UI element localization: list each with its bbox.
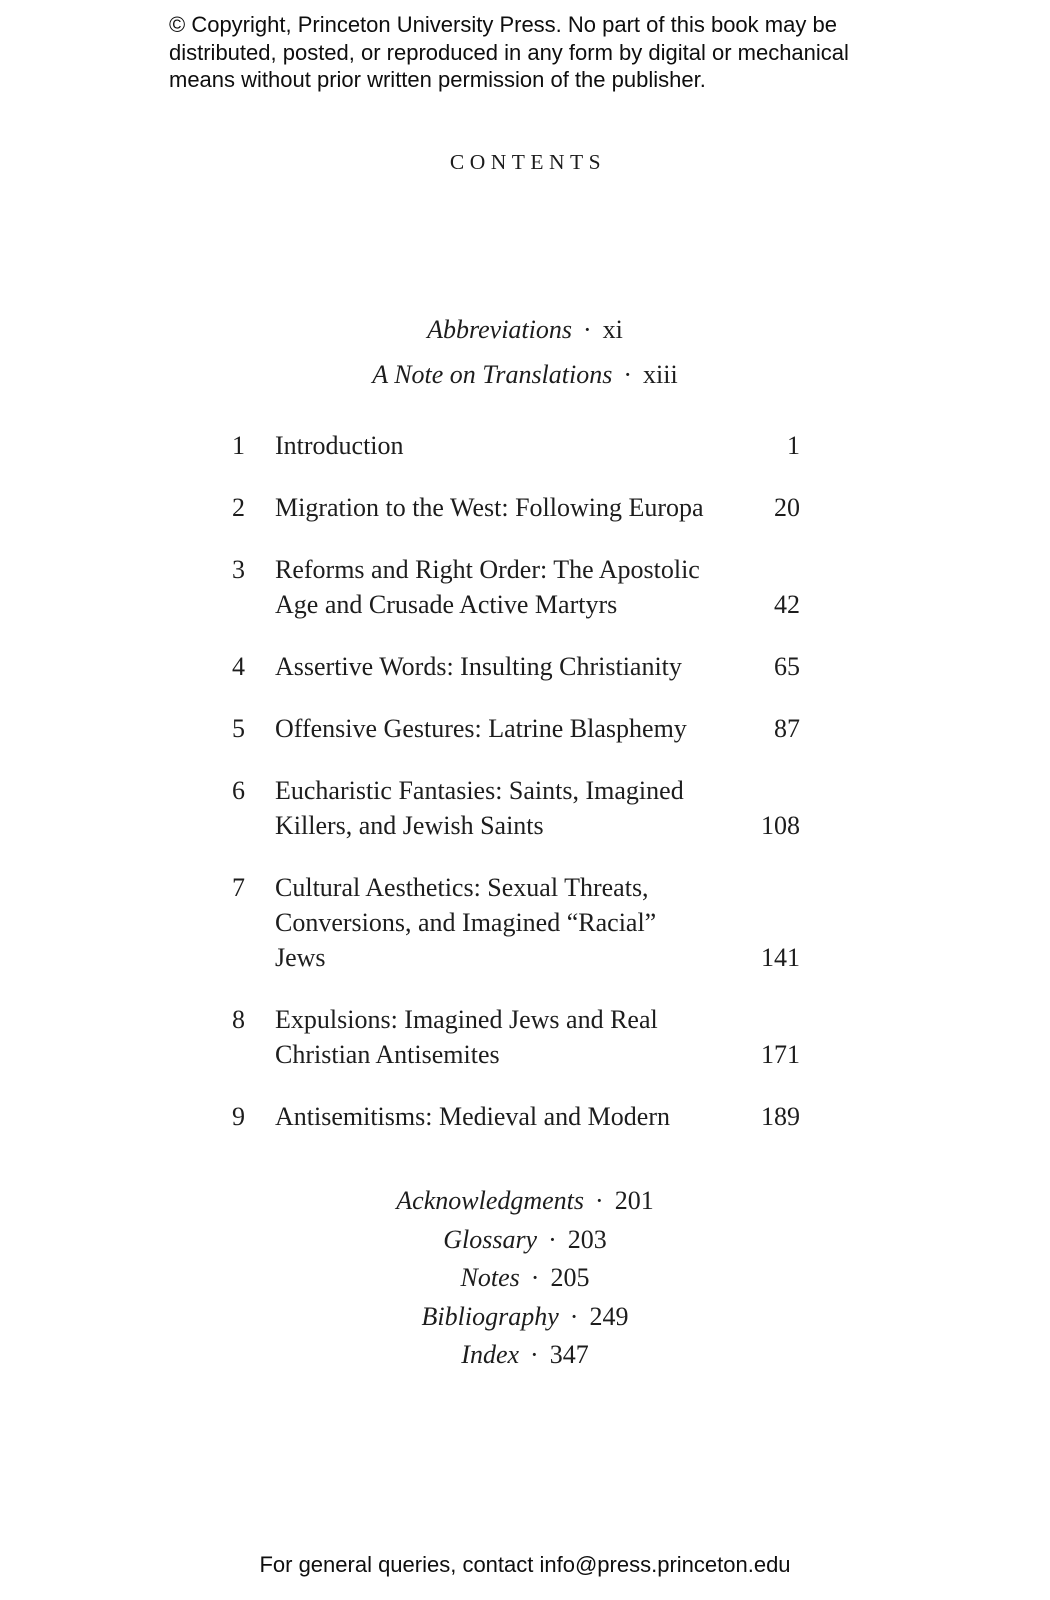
back-matter-entry [0,1298,1050,1337]
separator-dot: · [530,1340,539,1369]
separator-dot: · [623,360,633,389]
back-matter-title: Bibliography [421,1301,559,1331]
back-matter-page-number: 203 [567,1224,607,1254]
chapter-title [275,711,687,746]
chapter-title-line: Age and Crusade Active Martyrs [275,590,618,619]
chapter-page-number: 108 [761,811,800,840]
chapter-title-line: Reforms and Right Order: The Apostolic [275,555,700,584]
toc-entry [232,1002,800,1072]
chapter-title-line: Assertive Words: Insulting Christianity [275,652,682,681]
chapter-title [275,773,684,843]
chapter-number: 3 [232,555,245,584]
chapter-title-line: Christian Antisemites [275,1040,500,1069]
chapter-page-number: 42 [774,590,800,619]
chapter-title-line: Expulsions: Imagined Jews and Real [275,1005,658,1034]
back-matter-entry [0,1182,1050,1221]
back-matter-title: Glossary [443,1224,538,1254]
back-matter-page-number: 249 [589,1301,629,1331]
chapter-title-line: Conversions, and Imagined “Racial” [275,908,657,937]
chapter-number: 2 [232,493,245,522]
toc-entry [232,490,800,525]
chapter-list [232,428,800,1161]
front-matter-page-number: xiii [643,360,678,389]
chapter-number: 1 [232,431,245,460]
back-matter-entry [0,1221,1050,1260]
separator-dot: · [569,1301,579,1331]
chapter-title [275,1099,670,1134]
back-matter-title: Index [461,1340,520,1369]
chapter-page-number: 20 [774,493,800,522]
chapter-title [275,490,704,525]
chapter-title-line: Offensive Gestures: Latrine Blasphemy [275,714,687,743]
chapter-page-number: 171 [761,1040,800,1069]
copyright-notice: © Copyright, Princeton University Press. No part of this book may be distributed, posted, or reproduced in any form by digital or mechanical means without prior written permission of the publisher. [169,12,849,92]
chapter-page-number: 141 [761,943,800,972]
front-matter-list [0,307,1050,397]
chapter-title-line: Killers, and Jewish Saints [275,811,544,840]
chapter-title [275,870,656,975]
chapter-title-line: Antisemitisms: Medieval and Modern [275,1102,671,1131]
front-matter-entry [0,307,1050,352]
footer-note [0,1552,1050,1578]
front-matter-entry [0,352,1050,397]
chapter-number: 8 [232,1005,245,1034]
page-title: CONTENTS [449,150,607,174]
toc-entry [232,870,800,975]
separator-dot: · [548,1224,557,1254]
back-matter-title: Notes [460,1263,520,1292]
chapter-number: 6 [232,776,245,805]
back-matter-list [0,1182,1050,1375]
back-matter-page-number: 201 [614,1186,654,1215]
front-matter-title: Abbreviations [427,315,572,344]
chapter-title [275,428,404,463]
toc-entry [232,711,800,746]
front-matter-title: A Note on Translations [372,360,613,389]
chapter-title [275,649,682,684]
toc-entry [232,649,800,684]
back-matter-page-number: 347 [549,1340,589,1369]
chapter-title-line: Migration to the West: Following Europa [275,493,704,522]
toc-entry [232,552,800,622]
separator-dot: · [530,1263,540,1292]
chapter-number: 7 [232,873,245,902]
chapter-page-number: 87 [774,714,800,743]
toc-entry [232,428,800,463]
chapter-number: 4 [232,652,245,681]
front-matter-page-number: xi [602,315,623,344]
back-matter-title: Acknowledgments [396,1186,585,1215]
separator-dot: · [583,315,592,344]
back-matter-entry [0,1259,1050,1298]
chapter-title-line: Introduction [275,431,404,460]
chapter-page-number: 189 [761,1102,800,1131]
back-matter-page-number: 205 [550,1263,590,1292]
back-matter-entry [0,1336,1050,1375]
chapter-number: 9 [232,1102,245,1131]
chapter-number: 5 [232,714,245,743]
chapter-title-line: Cultural Aesthetics: Sexual Threats, [275,873,649,902]
toc-entry [232,773,800,843]
chapter-page-number: 65 [774,652,800,681]
chapter-title [275,552,700,622]
contact-email-link[interactable]: info@press.princeton.edu [539,1552,791,1577]
chapter-title-line: Eucharistic Fantasies: Saints, Imagined [275,776,684,805]
separator-dot: · [595,1186,604,1215]
chapter-page-number: 1 [787,431,800,460]
toc-entry [232,1099,800,1134]
chapter-title-line: Jews [275,943,326,972]
chapter-title [275,1002,658,1072]
footer-text: For general queries, contact [259,1552,540,1577]
